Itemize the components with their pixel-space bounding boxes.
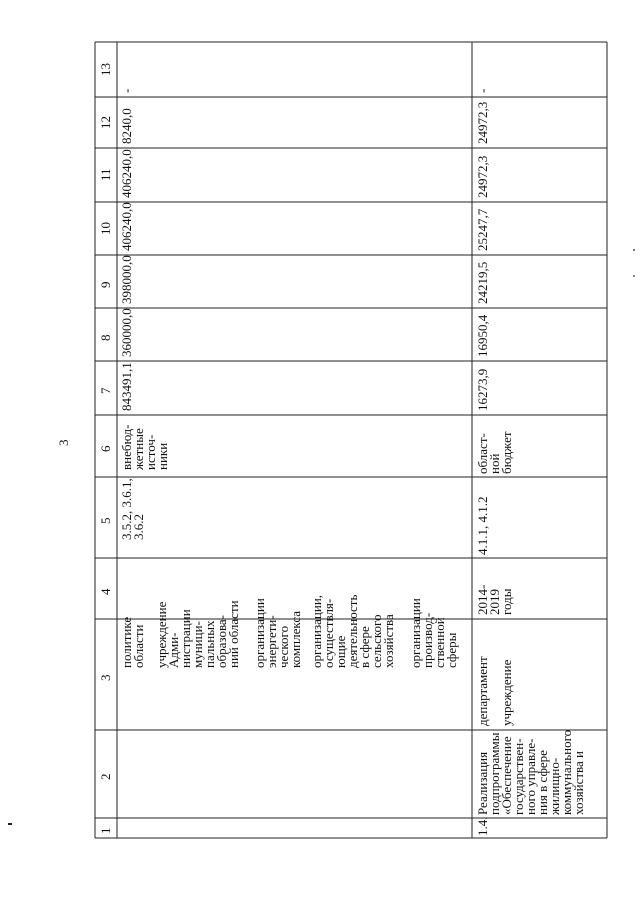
row-number: 1.4. xyxy=(475,816,490,836)
cell-value: 16273,9 xyxy=(475,368,490,411)
row-name: Реализация xyxy=(475,751,490,815)
cell-value: 843491,1 xyxy=(119,362,134,411)
executor-text: организации xyxy=(252,598,267,668)
column-number: 9 xyxy=(98,281,113,288)
cell-value: 406240,0 xyxy=(119,149,134,198)
column-number: 7 xyxy=(98,387,113,394)
column-number: 11 xyxy=(98,168,113,181)
column-number: 13 xyxy=(98,62,113,76)
column-number: 2 xyxy=(98,773,113,780)
column-number: 8 xyxy=(98,334,113,341)
indicator-codes: 3.5.2, 3.6.1, xyxy=(119,478,134,540)
executor-text: энергети- xyxy=(264,615,279,668)
cell-value: 24219,5 xyxy=(475,261,490,304)
funding-source: ники xyxy=(155,442,170,470)
column-number: 6 xyxy=(98,445,113,452)
margin-mark xyxy=(8,823,12,825)
executor-text: области xyxy=(131,624,146,668)
executor-text: нистрации xyxy=(178,609,193,668)
row-name: «Обеспечение xyxy=(499,736,514,815)
executor-text: ческого xyxy=(276,625,291,668)
funding-source: внебюд- xyxy=(119,424,134,470)
cell-value: 25247,7 xyxy=(475,208,490,251)
executor-text: ственной xyxy=(432,617,447,668)
cell-value: 16950,4 xyxy=(475,314,490,357)
executor-text: ющие xyxy=(333,635,348,668)
row-name: ного управле- xyxy=(523,738,538,815)
executor-text: в сфере xyxy=(357,626,372,668)
row-name: жилищно- xyxy=(547,757,562,815)
indicator-codes: 4.1.1, 4.1.2 xyxy=(475,496,490,555)
executor-text: деятельность xyxy=(345,594,360,668)
period: годы xyxy=(499,588,514,615)
period: 2019 xyxy=(487,589,502,615)
funding-source: област- xyxy=(475,433,490,474)
executor-text: пальных xyxy=(202,620,217,668)
page-number: 3 xyxy=(56,439,71,446)
executor-text: организации, xyxy=(309,594,324,668)
cell-value: 8240,0 xyxy=(119,108,134,144)
cell-value: - xyxy=(475,88,490,93)
executor-text: образова- xyxy=(214,614,229,668)
period: 2014- xyxy=(475,584,490,615)
row-name: коммунального xyxy=(559,729,574,815)
executor-text: осуществля- xyxy=(321,598,336,668)
cell-value: 24972,3 xyxy=(475,155,490,198)
cell-value: - xyxy=(119,88,134,93)
funding-source: ной xyxy=(487,453,502,474)
indicator-codes: 3.6.2 xyxy=(131,514,146,540)
executor-text: комплекса xyxy=(288,610,303,668)
executor-text: сельского xyxy=(369,614,384,668)
column-number: 12 xyxy=(98,115,113,129)
executor-text: Адми- xyxy=(166,632,181,668)
executor-text: учреждение xyxy=(499,659,514,726)
column-number: 1 xyxy=(98,827,113,834)
funding-source: источ- xyxy=(143,434,158,470)
executor-text: ний области xyxy=(226,600,241,668)
executor-text: департамент xyxy=(475,656,490,726)
row-name: ния в сфере xyxy=(535,750,550,815)
executor-text: хозяйства xyxy=(381,614,396,668)
cell-value: 360000,0 xyxy=(119,308,134,357)
scan-speck xyxy=(633,275,635,277)
executor-text: производ- xyxy=(420,612,435,668)
funding-source: жетные xyxy=(131,428,146,470)
column-number: 3 xyxy=(98,674,113,681)
column-number: 4 xyxy=(98,588,113,595)
row-name: государствен- xyxy=(511,738,526,815)
cell-value: 398000,0 xyxy=(119,255,134,304)
executor-text: сферы xyxy=(444,632,459,668)
executor-text: политике xyxy=(119,616,134,668)
row-name: хозяйства и xyxy=(571,751,586,815)
executor-text: учреждение xyxy=(154,601,169,668)
cell-value: 406240,0 xyxy=(119,202,134,251)
executor-text: организации xyxy=(408,598,423,668)
funding-source: бюджет xyxy=(499,431,514,474)
column-number: 5 xyxy=(98,517,113,524)
row-name: подпрограммы xyxy=(487,732,502,815)
scan-speck xyxy=(633,249,635,251)
column-number: 10 xyxy=(98,221,113,235)
executor-text: муници- xyxy=(190,621,205,668)
cell-value: 24972,3 xyxy=(475,101,490,144)
